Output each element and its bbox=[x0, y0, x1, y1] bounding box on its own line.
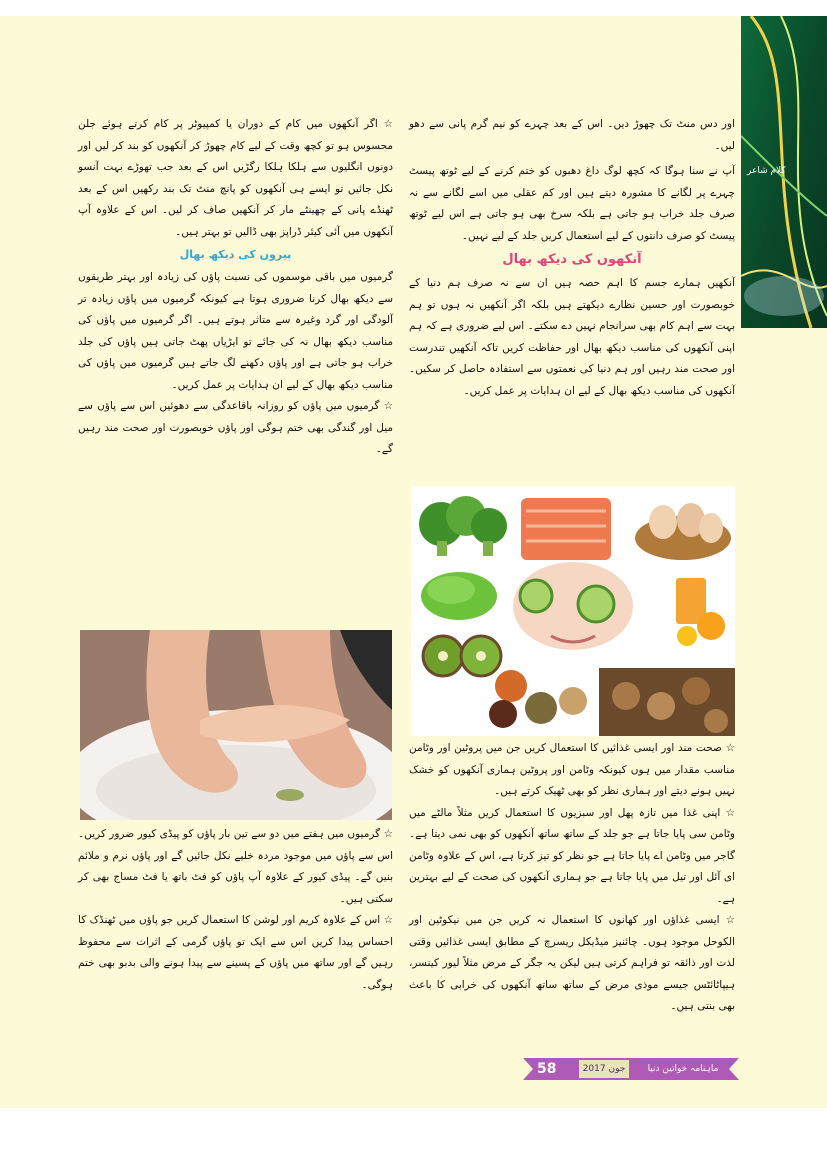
paragraph: آپ نے سنا ہوگا کہ کچھ لوگ داغ دھبوں کو ختم کرنے کے لیے ٹوتھ پیسٹ چہرے پر لگانے کا مشورہ دیتے ہیں اور کم عقلی میں اسے لگانے سے نہ صرف جلد خراب ہو جاتی ہے بلکہ سرخ بھی ہو جاتی ہے اس لیے ٹوتھ پیسٹ کو صرف دانتوں کے لیے استعمال کریں جلد کے لیے نہیں۔ bbox=[409, 165, 735, 242]
page-footer bbox=[523, 1054, 739, 1084]
paragraph: ☆ اس کے علاوہ کریم اور لوشن کا استعمال کریں جو پاؤں میں ٹھنڈک کا احساس پیدا کریں اس سے ایک تو پاؤں گرمی کے اثرات سے محفوظ رہیں گے اور ساتھ میں پاؤں کے پسینے سے پیدا ہونے والی بدبو بھی ختم ہوگی۔ bbox=[78, 914, 393, 991]
header-ornament bbox=[741, 16, 827, 328]
paragraph: ☆ اپنی غذا میں تازہ پھل اور سبزیوں کا استعمال کریں مثلاً مالٹے میں وٹامن سی پایا جاتا ہے جو جلد کے ساتھ ساتھ آنکھوں کو بھی نمی دیتا ہے۔ گاجر میں وٹامن اے پایا جاتا ہے جو نظر کو تیز کرتا ہے، اس کے علاوہ وٹامن ای آئل اور تیل میں پایا جاتا ہے جو ہماری آنکھوں کی صحت کے لیے بہترین ہے۔ bbox=[409, 806, 735, 905]
left-column-bottom bbox=[78, 824, 393, 996]
paragraph: ☆ ایسی غذاؤں اور کھانوں کا استعمال نہ کریں جن میں نیکوٹین اور الکوحل موجود ہوں۔ چائنیز میڈیکل ریسرچ کے مطابق ایسی غذائیں وقتی لذت اور ذائقہ تو فراہم کرتی ہیں لیکن یہ جگر کے مرض مثلاً لیور کینسر، ہیپاٹائٹس جیسے موذی مرض کے ساتھ ساتھ آنکھوں کی خرابی کا باعث بھی بنتی ہیں۔ bbox=[409, 914, 735, 1012]
section-heading-feet: پیروں کی دیکھ بھال bbox=[179, 248, 292, 261]
issue-date: جون 2017 bbox=[582, 1064, 626, 1074]
paragraph: ☆ گرمیوں میں پاؤں کو روزانہ باقاعدگی سے دھوئیں اس سے پاؤں سے میل اور گندگی بھی ختم ہوگی اور پاؤں خوبصورت اور صحت مند رہیں گے۔ bbox=[78, 400, 393, 455]
left-column-top bbox=[78, 114, 393, 461]
right-column-bottom bbox=[409, 738, 735, 1018]
food-collage-image bbox=[411, 486, 735, 736]
paragraph: آنکھیں ہمارے جسم کا اہم حصہ ہیں ان سے نہ صرف ہم دنیا کے خوبصورت اور حسین نظارے دیکھتے ہیں بلکہ اگر آنکھیں نہ ہوں تو ہم بہت سے اہم کام بھی سرانجام نہیں دے سکتے۔ اس لیے ضروری ہے کہ ہم اپنی آنکھوں کی مناسب دیکھ بھال اور حفاظت کریں تاکہ آنکھیں تندرست اور صحت مند رہیں اور ہم دنیا کی نعمتوں سے استفادہ حاصل کر سکیں۔ آنکھوں کی مناسب دیکھ بھال کے لیے ان ہدایات پر عمل کریں۔ bbox=[409, 277, 735, 397]
section-heading-eyes: آنکھوں کی دیکھ بھال bbox=[502, 252, 642, 267]
paragraph: ☆ صحت مند اور ایسی غذائیں کا استعمال کریں جن میں پروٹین اور وٹامن مناسب مقدار میں ہوں کیونکہ وٹامن اور پروٹین ہماری آنکھوں کو خشک نہیں ہونے دیتے اور ہماری نظر کو بھی ٹھیک کرتے ہیں۔ bbox=[409, 742, 735, 797]
feet-bath-image bbox=[80, 630, 392, 820]
magazine-name: ماہنامہ خواتین دنیا bbox=[647, 1064, 719, 1074]
paragraph: اور دس منٹ تک چھوڑ دیں۔ اس کے بعد چہرے کو نیم گرم پانی سے دھو لیں۔ bbox=[409, 118, 735, 152]
right-column-top bbox=[409, 114, 735, 402]
ornament-text: کلام شاعر bbox=[747, 166, 786, 176]
paragraph: ☆ اگر آنکھوں میں کام کے دوران یا کمپیوٹر پر کام کرتے ہوئے جلن محسوس ہو تو کچھ وقت کے لیے کام چھوڑ کر آنکھوں کو بند کر لیں اور دونوں انگلیوں سے ہلکا ہلکا رگڑیں اس کے بعد جب تھوڑے بہت آنسو نکل جائیں تو ایسے ہی آنکھوں کو پانچ منٹ تک بند رکھیں اس کے بعد ٹھنڈے پانی کے چھینٹے مار کر آنکھیں صاف کر لیں۔ اس کے علاوہ آپ آنکھوں میں آئی کیئر ڈراپز بھی ڈالیں تو بہتر ہیں۔ bbox=[78, 118, 393, 238]
paragraph: گرمیوں میں باقی موسموں کی نسبت پاؤں کی زیادہ اور بہتر طریقوں سے دیکھ بھال کرنا ضروری ہوتا ہے کیونکہ گرمیوں میں پاؤں زیادہ تر آلودگی اور گرد وغیرہ سے متاثر ہوتے ہیں۔ اگر گرمیوں میں پاؤں کی مناسب دیکھ بھال نہ کی جائے تو ایڑیاں پھٹ جاتی ہیں پاؤں کی جلد خراب ہو جاتی ہے اور پاؤں دکھنے لگ جاتے ہیں گرمیوں میں پاؤں کی مناسب دیکھ بھال کے لیے ان ہدایات پر عمل کریں۔ bbox=[78, 271, 393, 391]
paragraph: ☆ گرمیوں میں ہفتے میں دو سے تین بار پاؤں کو پیڈی کیور ضرور کریں۔ اس سے پاؤں میں موجود مردہ خلیے نکل جائیں گے اور پاؤں نرم و ملائم بنیں گے۔ پیڈی کیور کے علاوہ آپ پاؤں کو فٹ باتھ یا فٹ مساج بھی کر سکتی ہیں۔ bbox=[78, 828, 393, 905]
page-number: 58 bbox=[537, 1061, 557, 1077]
